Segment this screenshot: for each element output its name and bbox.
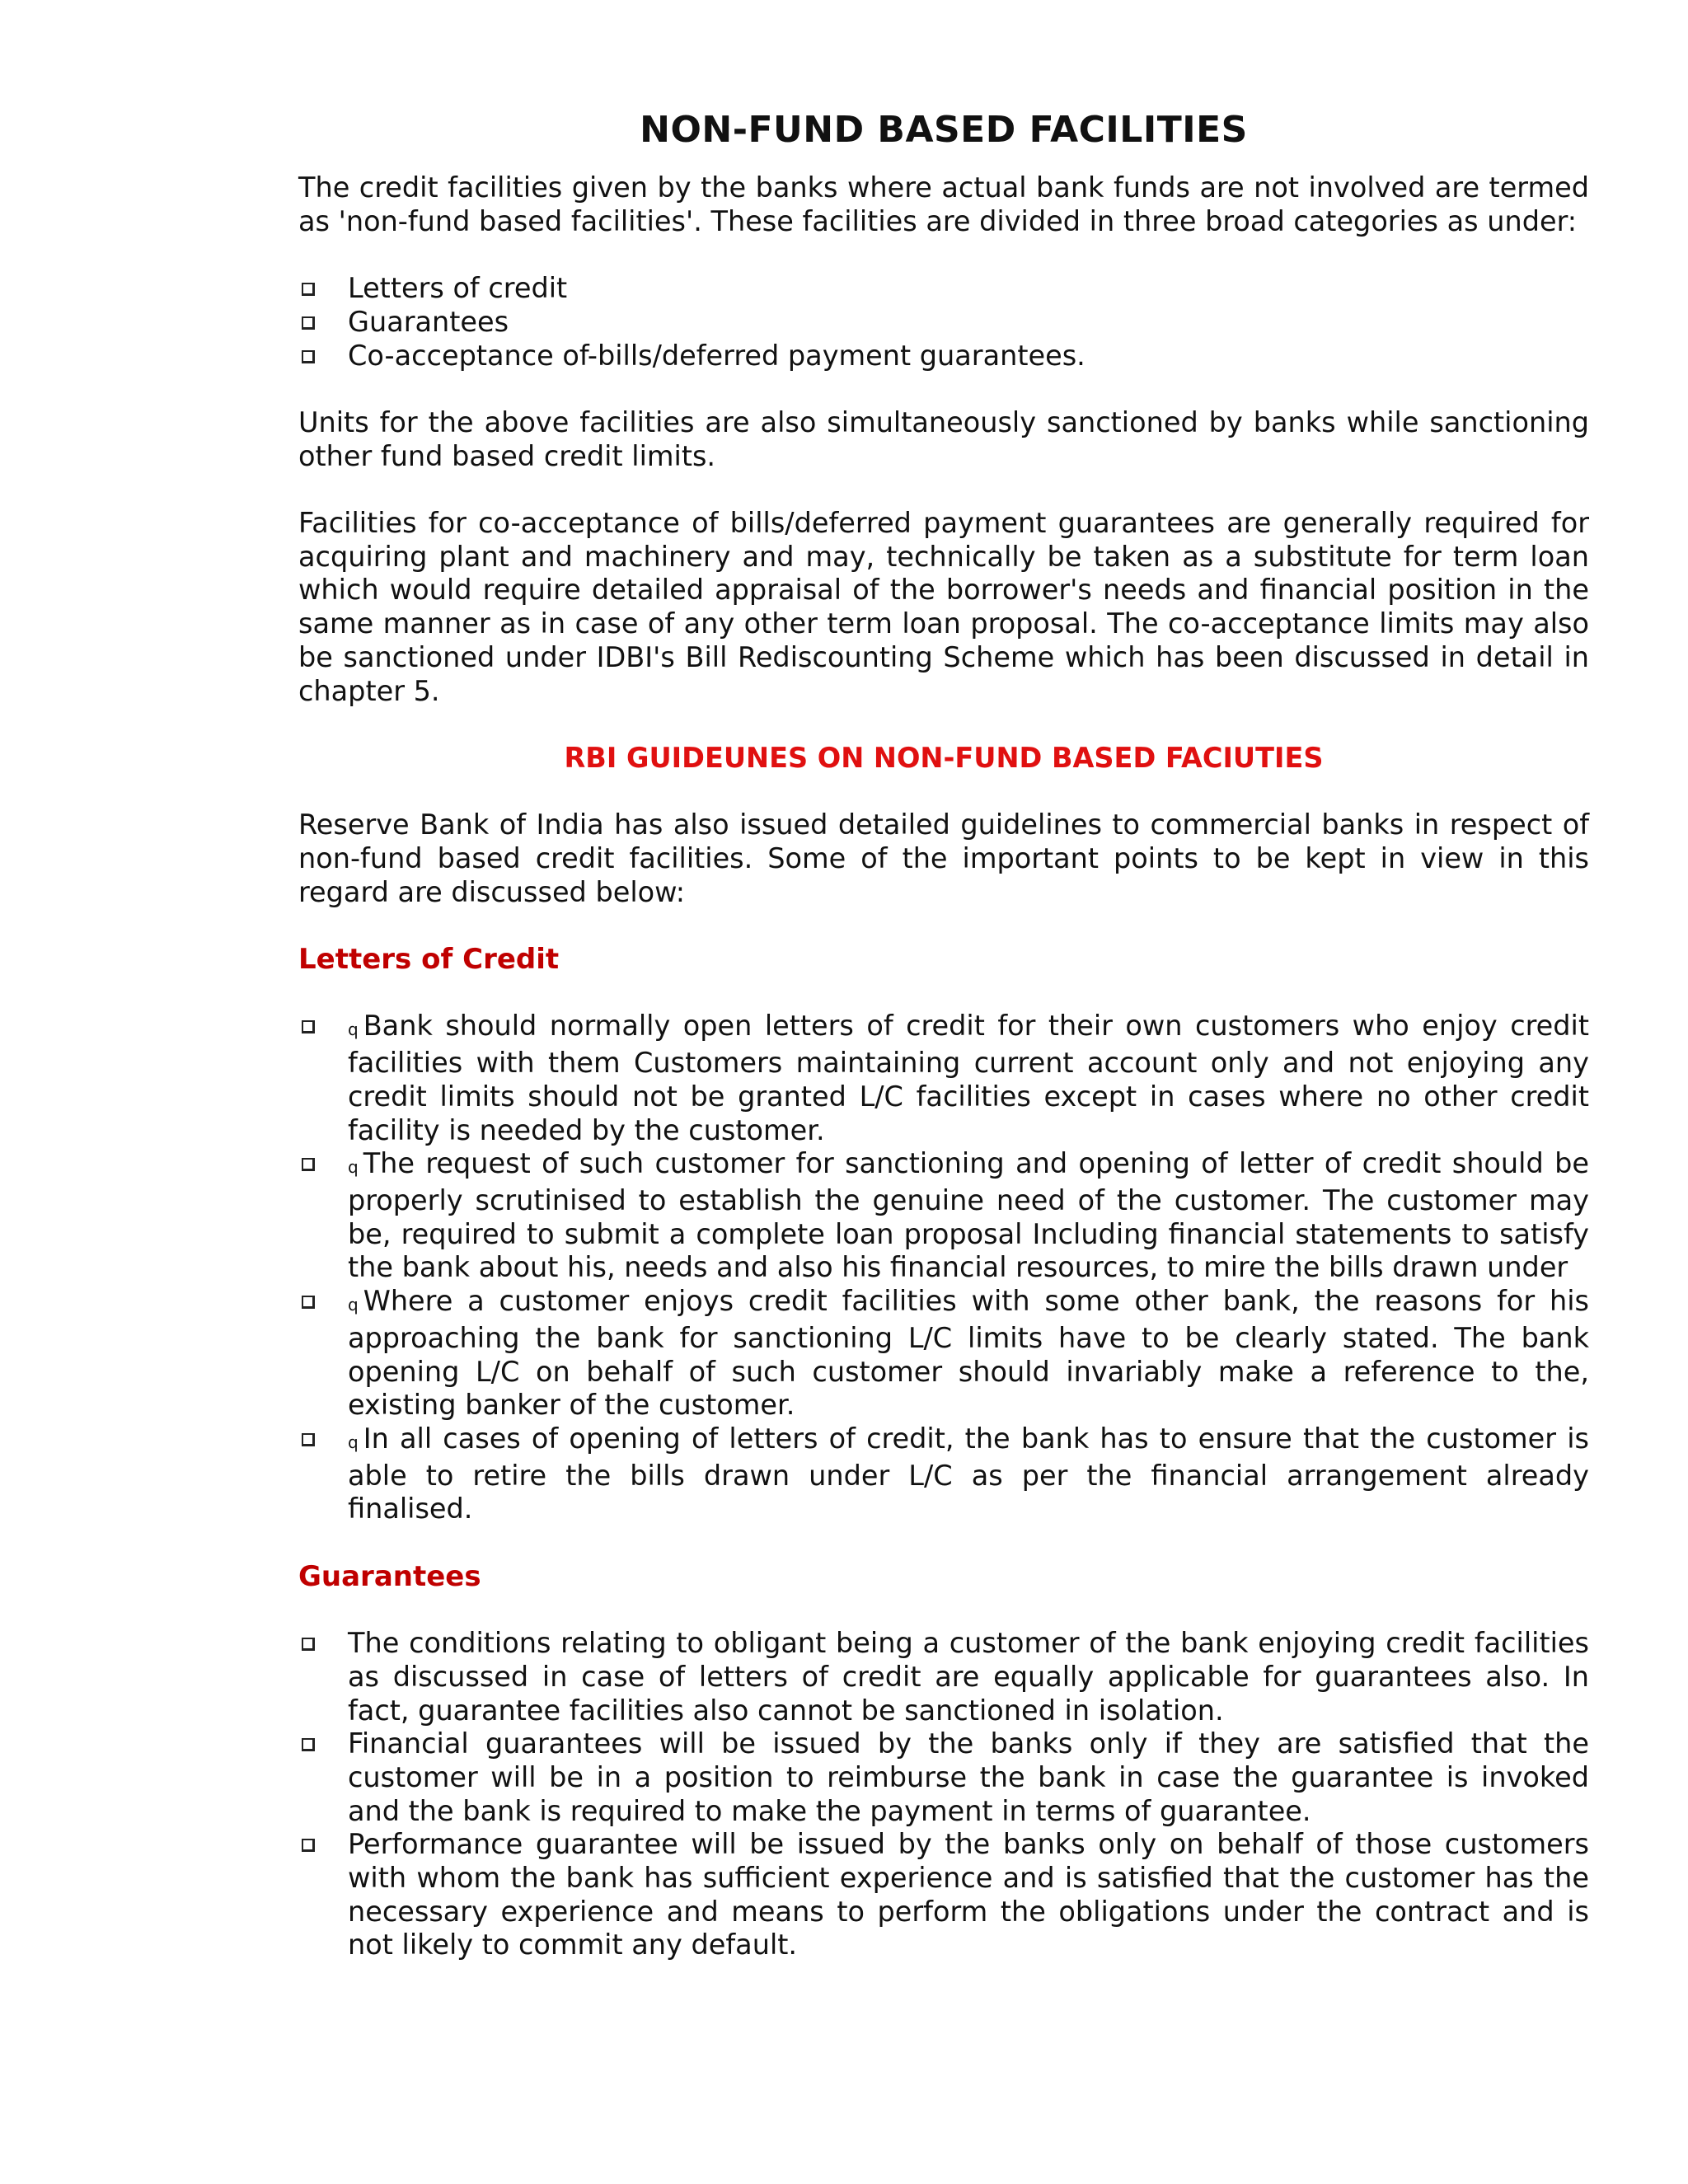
list-item: Financial guarantees will be issued by the banks only if they are satisfied that the customer will be in a position to reimburse the bank in case the guarantee is invoked and the bank is required to make the payment in terms of guarantee. (298, 1727, 1589, 1828)
checkbox-bullet-icon (302, 316, 315, 330)
checkbox-bullet-icon (302, 1020, 315, 1033)
q-marker: q (348, 1157, 359, 1178)
letters-of-credit-heading: Letters of Credit (298, 943, 560, 977)
checkbox-bullet-icon (302, 1158, 315, 1171)
checkbox-bullet-icon (302, 1296, 315, 1309)
checkbox-bullet-icon (302, 283, 315, 296)
q-marker: q (348, 1019, 359, 1040)
list-item: Letters of credit (298, 272, 1589, 306)
checkbox-bullet-icon (302, 350, 315, 363)
rbi-intro-paragraph: Reserve Bank of India has also issued detailed guidelines to commercial banks in respect of non-fund based credit facilities. Some of the important points to be kept in view in this regard are discussed below: (298, 808, 1589, 908)
spacer (298, 373, 1589, 406)
q-marker: q (348, 1432, 359, 1452)
spacer (298, 238, 1589, 272)
checkbox-bullet-icon (302, 1738, 315, 1751)
checkbox-bullet-icon (302, 1433, 315, 1446)
q-marker: q (348, 1295, 359, 1315)
list-item: q Where a customer enjoys credit facilities with some other bank, the reasons for his approaching the bank for sanctioning L/C limits have to be clearly stated. The bank opening L/C on behalf of such customer should invariably make a reference to the, existing banker of the customer. (298, 1285, 1589, 1422)
list-item: Performance guarantee will be issued by the banks only on behalf of those customers with whom the bank has sufficient experience and is satisfied that the customer has the necessary experience and means to perform the obligations under the contract and is not likely to commit any default. (298, 1828, 1589, 1962)
spacer (298, 1526, 1589, 1560)
units-paragraph: Units for the above facilities are also simultaneously sanctioned by banks while sanctioning other fund based credit limits. (298, 405, 1589, 472)
list-item: Co-acceptance of-bills/deferred payment guarantees. (298, 340, 1589, 373)
spacer (298, 909, 1589, 943)
spacer (298, 473, 1589, 507)
spacer (298, 977, 1589, 1010)
spacer (298, 1593, 1589, 1627)
checkbox-bullet-icon (302, 1839, 315, 1852)
checkbox-bullet-icon (302, 1638, 315, 1651)
document-page (298, 107, 1589, 1962)
page-title: NON-FUND BASED FACILITIES (640, 109, 1248, 151)
categories-list (298, 272, 1589, 373)
guarantees-heading: Guarantees (298, 1559, 481, 1593)
coacceptance-paragraph: Facilities for co-acceptance of bills/deferred payment guarantees are generally required for acquiring plant and machinery and may, technically be taken as a substitute for term loan which would require detailed appraisal of the borrower's needs and financial position in the same manner as in case of any other term loan proposal. The co-acceptance limits may also be sanctioned under IDBI's Bill Rediscounting Scheme which has been discussed in detail in chapter 5. (298, 506, 1589, 707)
list-item: The conditions relating to obligant being a customer of the bank enjoying credit facilities as discussed in case of letters of credit are equally applicable for guarantees also. In fact, guarantee facilities also cannot be sanctioned in isolation. (298, 1627, 1589, 1727)
list-item: q Bank should normally open letters of credit for their own customers who enjoy credit facilities with them Customers maintaining current account only and not enjoying any credit limits should not be granted L/C facilities except in cases where no other credit facility is needed by the customer. (298, 1010, 1589, 1147)
list-item: q The request of such customer for sanctioning and opening of letter of credit should be properly scrutinised to establish the genuine need of the customer. The customer may be, required to submit a complete loan proposal Including financial statements to satisfy the bank about his, needs and also his financial resources, to mire the bills drawn under (298, 1147, 1589, 1285)
rbi-guidelines-heading: RBI GUIDEUNES ON NON-FUND BASED FACIUTIES (564, 741, 1324, 774)
spacer (298, 776, 1589, 809)
spacer (298, 708, 1589, 742)
list-item: Guarantees (298, 306, 1589, 340)
list-item: q In all cases of opening of letters of credit, the bank has to ensure that the customer is able to retire the bills drawn under L/C as per the financial arrangement already finalised. (298, 1422, 1589, 1526)
intro-paragraph: The credit facilities given by the banks where actual bank funds are not involved are termed as 'non-fund based facilities'. These facilities are divided in three broad categories as under: (298, 171, 1589, 237)
guarantees-list (298, 1627, 1589, 1962)
letters-of-credit-list (298, 1010, 1589, 1526)
